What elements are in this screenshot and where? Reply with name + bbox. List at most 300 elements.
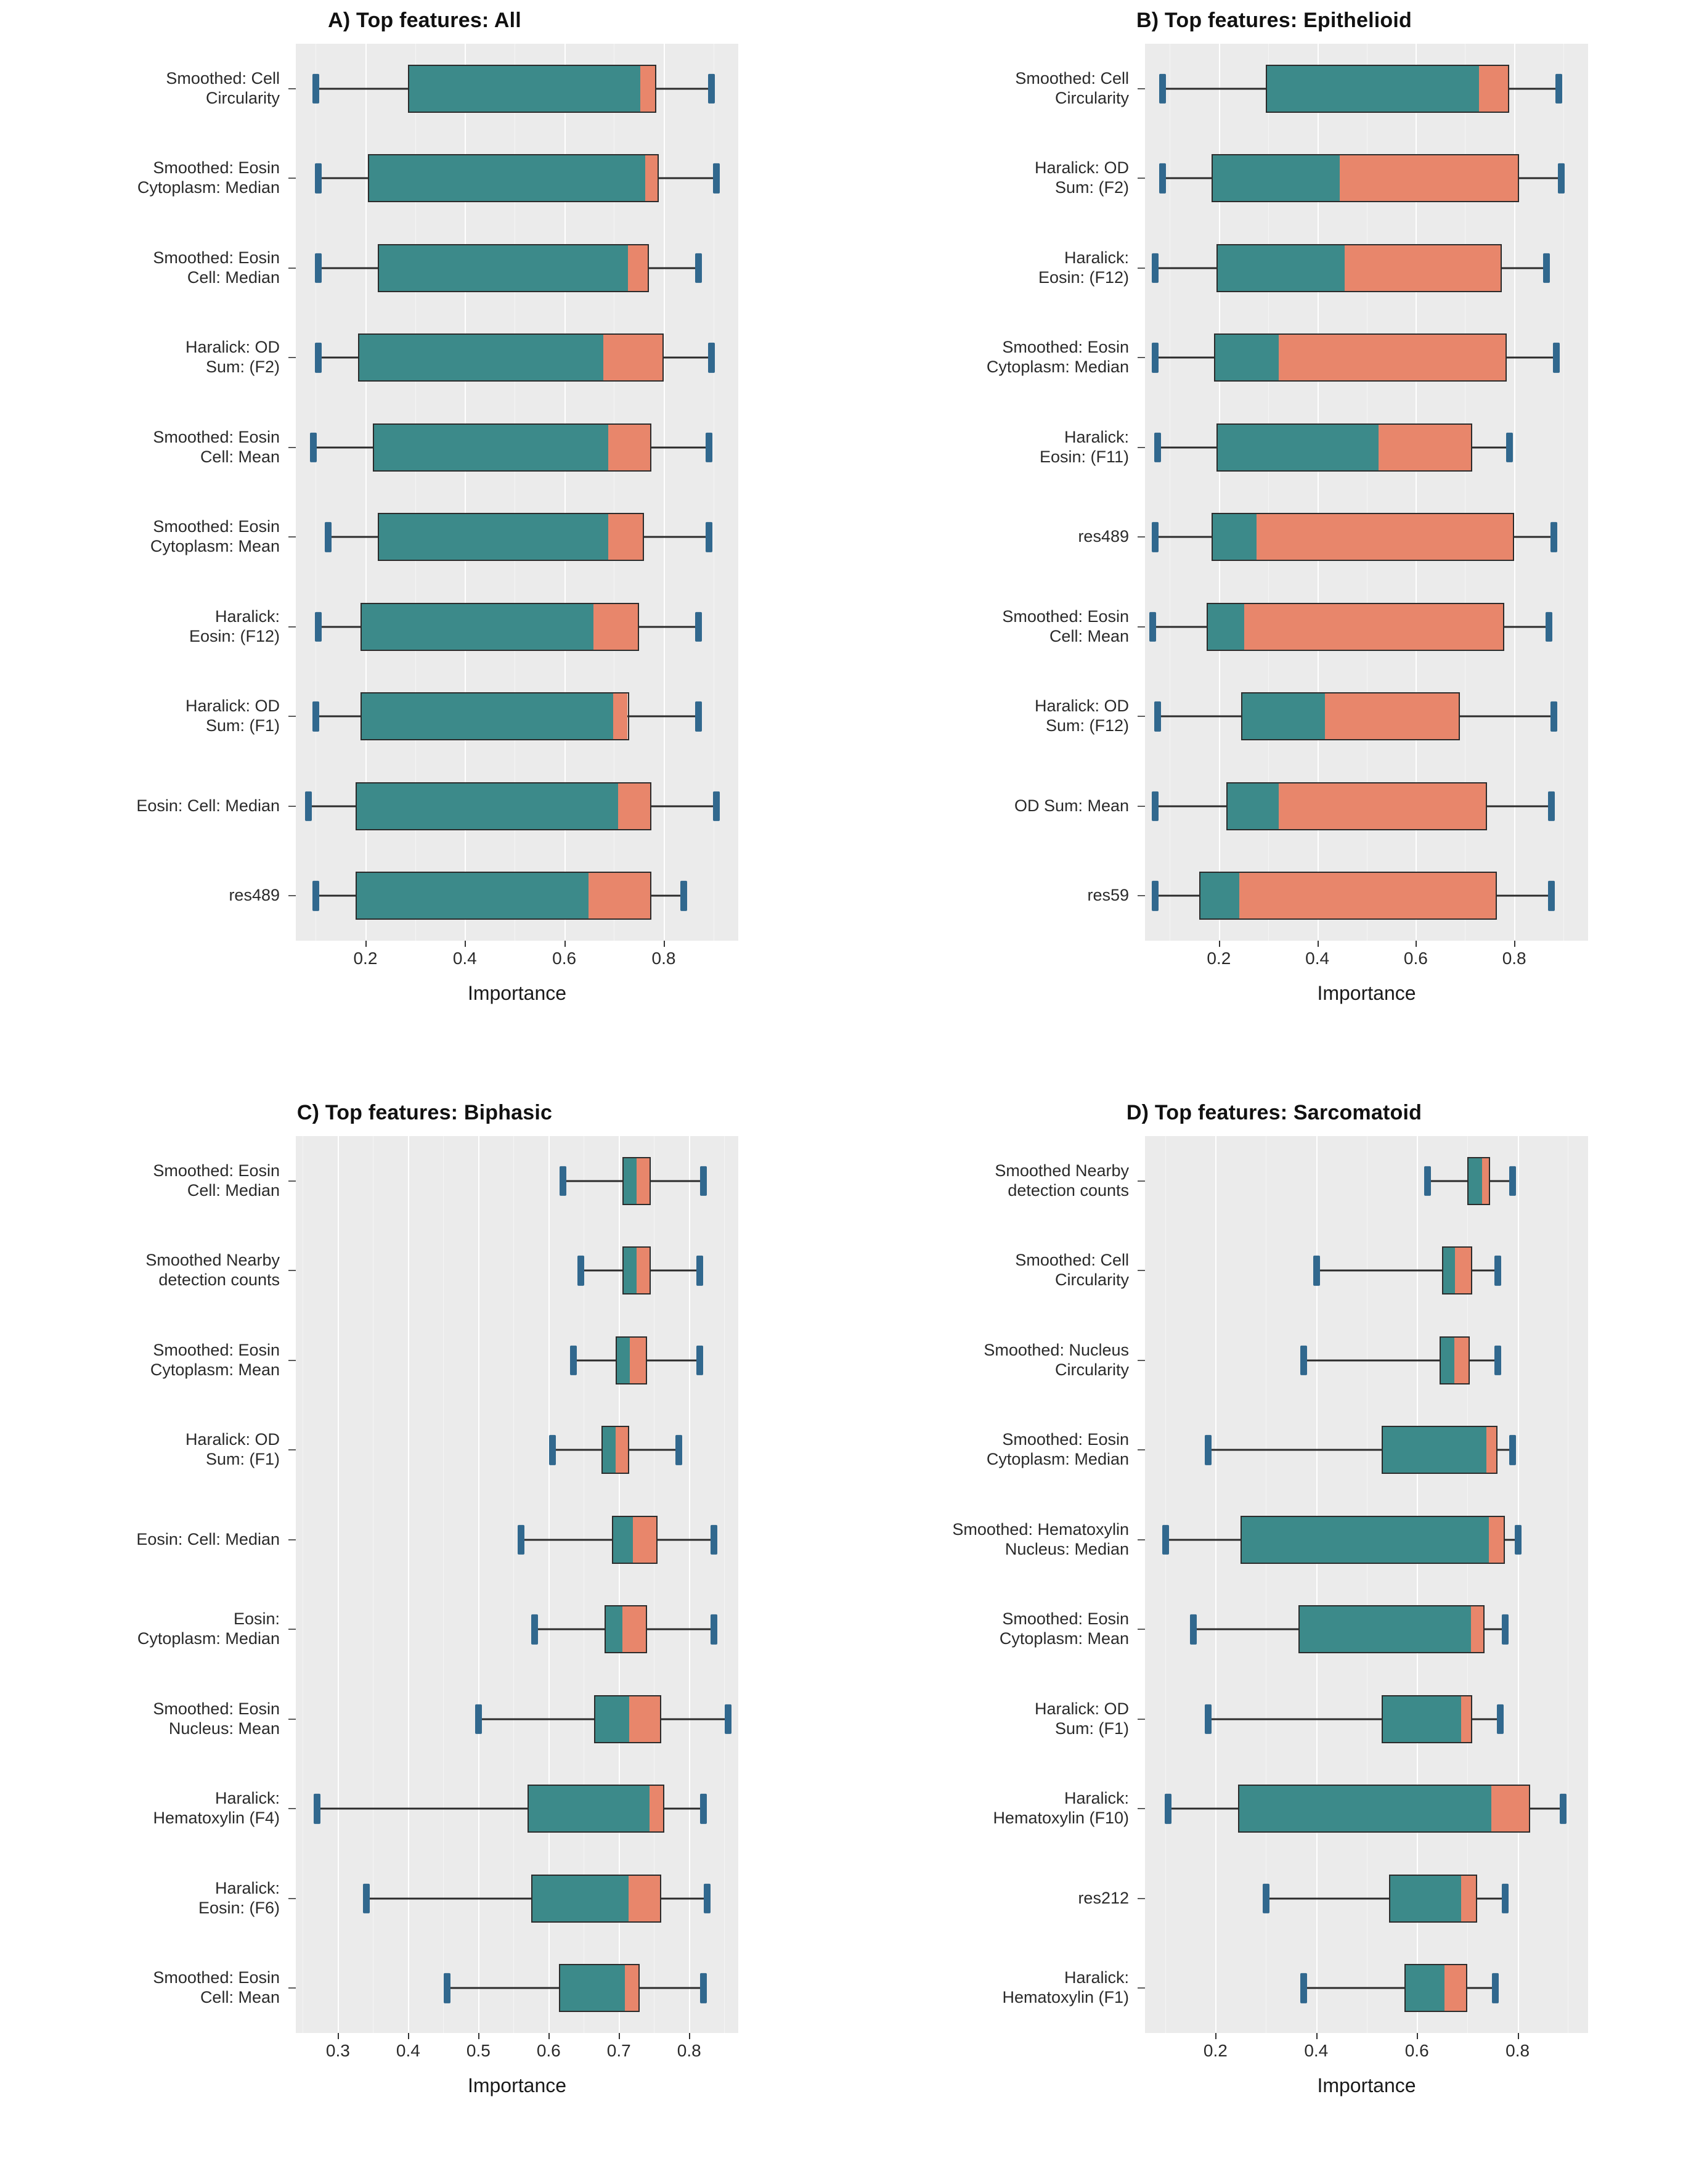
box (1467, 1157, 1490, 1205)
whisker-cap-high (1550, 701, 1557, 731)
panel-b-title: B) Top features: Epithelioid (1136, 9, 1412, 32)
boxplot-row (1145, 1136, 1588, 1226)
boxplot-row (1145, 223, 1588, 313)
whisker-cap-low (577, 1256, 584, 1285)
y-axis-category-label: Smoothed: Cell Circularity (166, 68, 280, 107)
panel-b-rows (1145, 44, 1588, 941)
y-axis-category-label: Smoothed: Eosin Cell: Median (153, 248, 280, 287)
box-segment-upper (1486, 1427, 1496, 1473)
panel-c-rows (296, 1136, 738, 2033)
boxplot-row (296, 1136, 738, 1226)
boxplot-row (1145, 1944, 1588, 2034)
y-tick-stub (288, 1539, 296, 1540)
panel-c-ylabels (0, 1130, 296, 2092)
box-segment-upper (1345, 245, 1501, 291)
box-segment-lower (606, 1606, 622, 1652)
whisker-cap-low (315, 163, 322, 193)
x-tick-label: 0.8 (1502, 949, 1526, 968)
box-segment-lower (357, 783, 618, 829)
whisker-cap-low (1154, 433, 1161, 462)
box-segment-upper (593, 604, 638, 650)
boxplot-row (1145, 493, 1588, 583)
y-tick-stub (1138, 1449, 1145, 1450)
panel-b-plot (849, 38, 1699, 1004)
boxplot-row (1145, 761, 1588, 851)
x-tickmark (1518, 2033, 1519, 2039)
x-tick-label: 0.2 (1207, 949, 1231, 968)
whisker-cap-high (696, 1256, 703, 1285)
y-tick-stub (1138, 1539, 1145, 1540)
y-axis-category-label: res59 (1087, 886, 1129, 905)
whisker-cap-low (363, 1884, 370, 1913)
y-axis-category-label: Eosin: Cell: Median (136, 796, 280, 815)
box (559, 1964, 640, 2012)
y-tick-stub (288, 1449, 296, 1450)
panel-b (849, 0, 1699, 1092)
box (1440, 1336, 1470, 1384)
panel-c-plot (0, 1130, 849, 2096)
x-tickmark (1417, 2033, 1418, 2039)
y-tick-stub (288, 1270, 296, 1271)
y-tick-stub (1138, 626, 1145, 628)
y-axis-category-label: Haralick: Eosin: (F11) (1039, 427, 1129, 466)
x-tick-label: 0.8 (1505, 2041, 1530, 2060)
whisker-cap-low (312, 74, 319, 104)
whisker-cap-low (1263, 1884, 1269, 1913)
y-axis-category-label: Haralick: Eosin: (F12) (189, 607, 280, 645)
boxplot-row (296, 1854, 738, 1944)
box (1226, 782, 1487, 830)
box-segment-lower (1218, 245, 1345, 291)
y-tick-stub (288, 806, 296, 807)
box-segment-lower (1215, 335, 1279, 380)
whisker-cap-low (312, 701, 319, 731)
box-segment-upper (589, 873, 650, 918)
box-segment-upper (616, 1427, 629, 1473)
box-segment-upper (1279, 783, 1486, 829)
box-segment-lower (1213, 155, 1340, 201)
box-segment-upper (622, 1606, 646, 1652)
x-tick-label: 0.5 (466, 2041, 491, 2060)
box (1241, 692, 1461, 740)
boxplot-row (1145, 44, 1588, 134)
box (1382, 1426, 1497, 1474)
x-tickmark (1514, 941, 1515, 947)
y-tick-stub (1138, 447, 1145, 448)
box-segment-upper (633, 1517, 656, 1563)
panel-d-plot-area (1145, 1136, 1588, 2033)
box-segment-lower (1300, 1606, 1471, 1652)
x-tickmark (465, 941, 466, 947)
panel-a-title: A) Top features: All (328, 9, 521, 32)
boxplot-row (1145, 851, 1588, 941)
whisker-cap-high (1502, 1884, 1509, 1913)
box (1212, 154, 1519, 202)
box-segment-upper (637, 1158, 650, 1204)
x-tickmark (408, 2033, 409, 2039)
box-segment-lower (1213, 514, 1257, 560)
y-tick-stub (1138, 1629, 1145, 1630)
boxplot-row (296, 1585, 738, 1675)
whisker-cap-high (1494, 1346, 1501, 1375)
box (622, 1157, 651, 1205)
box (1207, 603, 1504, 651)
box-segment-upper (1257, 514, 1513, 560)
boxplot-row (296, 1226, 738, 1316)
whisker-cap-low (1165, 1794, 1171, 1823)
x-tick-label: 0.3 (325, 2041, 350, 2060)
box (378, 244, 649, 292)
whisker-cap-high (1502, 1614, 1509, 1644)
y-tick-stub (1138, 895, 1145, 896)
x-tickmark (1416, 941, 1417, 947)
whisker-cap-low (549, 1435, 556, 1465)
y-axis-category-label: Smoothed: Eosin Cell: Mean (153, 1968, 280, 2007)
whisker-cap-high (700, 1166, 707, 1196)
whisker-cap-low (531, 1614, 538, 1644)
y-axis-category-label: Haralick: Eosin: (F12) (1038, 248, 1129, 287)
y-axis-category-label: Smoothed: Hematoxylin Nucleus: Median (952, 1519, 1129, 1558)
whisker-cap-low (444, 1973, 450, 2003)
box-segment-upper (630, 1338, 646, 1383)
whisker-cap-high (708, 74, 715, 104)
y-tick-stub (1138, 1808, 1145, 1809)
y-tick-stub (288, 88, 296, 89)
y-axis-category-label: Smoothed: Eosin Cell: Median (153, 1161, 280, 1200)
y-axis-category-label: Haralick: OD Sum: (F2) (185, 338, 280, 377)
panel-b-xaxis-title: Importance (1317, 982, 1416, 1004)
y-axis-category-label: Smoothed: Eosin Cytoplasm: Mean (150, 517, 280, 556)
y-tick-stub (1138, 1270, 1145, 1271)
box (616, 1336, 647, 1384)
y-tick-stub (288, 1180, 296, 1182)
box-segment-upper (1489, 1517, 1504, 1563)
boxplot-row (1145, 1674, 1588, 1764)
whisker-cap-high (1548, 881, 1555, 910)
box-segment-upper (637, 1248, 650, 1293)
whisker-cap-high (700, 1973, 707, 2003)
y-axis-category-label: Smoothed Nearby detection counts (145, 1251, 280, 1290)
whisker-cap-high (1548, 791, 1555, 821)
y-tick-stub (1138, 88, 1145, 89)
y-tick-stub (288, 716, 296, 717)
box (1404, 1964, 1467, 2012)
whisker-cap-low (1159, 74, 1166, 104)
whisker-cap-high (713, 791, 720, 821)
panel-a (0, 0, 849, 1092)
panel-a-rows (296, 44, 738, 941)
boxplot-row (296, 1495, 738, 1585)
y-axis-category-label: Smoothed: Eosin Cytoplasm: Mean (999, 1609, 1129, 1648)
whisker-cap-high (680, 881, 687, 910)
whisker-cap-low (475, 1704, 482, 1734)
box-segment-upper (1340, 155, 1518, 201)
box-segment-lower (357, 873, 589, 918)
y-tick-stub (288, 178, 296, 179)
y-tick-stub (1138, 357, 1145, 358)
whisker-cap-low (310, 433, 317, 462)
y-tick-stub (288, 447, 296, 448)
box-segment-lower (617, 1338, 630, 1383)
boxplot-row (296, 223, 738, 313)
box-segment-upper (640, 66, 655, 112)
box-segment-upper (1279, 335, 1505, 380)
boxplot-row (296, 761, 738, 851)
y-tick-stub (288, 1360, 296, 1361)
box-segment-upper (1471, 1606, 1483, 1652)
boxplot-row (1145, 582, 1588, 672)
boxplot-row (296, 44, 738, 134)
y-tick-stub (1138, 268, 1145, 269)
y-axis-category-label: Smoothed: Eosin Cell: Mean (153, 427, 280, 466)
panel-c (0, 1092, 849, 2184)
box (1382, 1695, 1472, 1743)
box (622, 1246, 651, 1294)
whisker-cap-low (325, 522, 332, 552)
box-segment-upper (1325, 693, 1459, 739)
box-segment-lower (1469, 1158, 1482, 1204)
x-tick-label: 0.8 (677, 2041, 701, 2060)
boxplot-row (296, 493, 738, 583)
box-segment-lower (532, 1876, 629, 1921)
y-axis-category-label: Smoothed: Eosin Cytoplasm: Median (137, 158, 280, 197)
y-tick-stub (288, 626, 296, 628)
box-segment-lower (560, 1965, 625, 2011)
y-tick-stub (288, 357, 296, 358)
x-tick-label: 0.6 (536, 2041, 561, 2060)
x-tickmark (338, 2033, 339, 2039)
whisker-cap-low (1205, 1435, 1212, 1465)
whisker-cap-high (1553, 343, 1560, 372)
panel-d-rows (1145, 1136, 1588, 2033)
y-axis-category-label: res489 (1078, 527, 1129, 546)
box-segment-upper (1454, 1338, 1469, 1383)
box-segment-upper (1482, 1158, 1489, 1204)
x-tick-label: 0.2 (353, 949, 378, 968)
whisker-cap-high (1515, 1525, 1522, 1555)
box (1212, 513, 1514, 561)
y-tick-stub (1138, 1180, 1145, 1182)
box-segment-lower (379, 245, 628, 291)
box-segment-lower (409, 66, 640, 112)
box-segment-lower (1218, 425, 1379, 470)
boxplot-row (1145, 134, 1588, 224)
whisker-cap-low (315, 343, 322, 372)
box-segment-lower (595, 1696, 629, 1742)
box (1199, 872, 1497, 920)
boxplot-row (1145, 1405, 1588, 1495)
y-axis-category-label: Haralick: OD Sum: (F1) (185, 1430, 280, 1469)
whisker-cap-high (1543, 253, 1550, 283)
whisker-cap-high (1506, 433, 1513, 462)
whisker-cap-low (315, 612, 322, 642)
box-segment-lower (1200, 873, 1239, 918)
x-tickmark (664, 941, 665, 947)
boxplot-row (1145, 403, 1588, 493)
box-segment-upper (608, 514, 643, 560)
y-tick-stub (288, 1898, 296, 1899)
boxplot-row (1145, 1585, 1588, 1675)
whisker-cap-high (1494, 1256, 1501, 1285)
whisker-cap-low (1152, 881, 1159, 910)
box-segment-upper (1444, 1965, 1466, 2011)
box (361, 603, 639, 651)
box (1214, 333, 1507, 382)
y-axis-category-label: Haralick: Hematoxylin (F4) (153, 1789, 280, 1828)
panel-d-ylabels (849, 1130, 1145, 2092)
box-segment-lower (379, 514, 608, 560)
whisker-cap-high (711, 1614, 717, 1644)
x-tickmark (478, 2033, 479, 2039)
whisker-cap-high (1497, 1704, 1504, 1734)
whisker-cap-high (1558, 163, 1565, 193)
box-segment-upper (608, 425, 650, 470)
whisker-cap-high (706, 433, 712, 462)
box-segment-upper (1479, 66, 1508, 112)
whisker-cap-low (1152, 791, 1159, 821)
box-segment-lower (1383, 1696, 1461, 1742)
box-segment-lower (1390, 1876, 1461, 1921)
box-segment-lower (1267, 66, 1479, 112)
box-segment-lower (613, 1517, 633, 1563)
panel-a-plot (0, 38, 849, 1004)
y-axis-category-label: Haralick: OD Sum: (F1) (185, 697, 280, 735)
x-tick-label: 0.4 (1305, 949, 1330, 968)
panel-a-ylabels (0, 38, 296, 999)
box-segment-upper (629, 1696, 659, 1742)
y-tick-stub (288, 1987, 296, 1989)
y-tick-stub (1138, 1898, 1145, 1899)
panel-c-plot-area (296, 1136, 738, 2033)
box-segment-lower (624, 1248, 637, 1293)
y-axis-category-label: Haralick: OD Sum: (F2) (1034, 158, 1129, 197)
boxplot-row (296, 1674, 738, 1764)
whisker-cap-high (695, 701, 702, 731)
panel-d-xaxis-title: Importance (1317, 2074, 1416, 2096)
boxplot-row (296, 1764, 738, 1854)
y-tick-stub (288, 536, 296, 538)
box-segment-lower (369, 155, 645, 201)
y-tick-stub (1138, 1719, 1145, 1720)
x-tickmark (619, 2033, 620, 2039)
panel-c-title: C) Top features: Biphasic (296, 1101, 553, 1124)
y-tick-stub (288, 1719, 296, 1720)
whisker-cap-low (305, 791, 312, 821)
box (378, 513, 644, 561)
box-segment-upper (625, 1965, 638, 2011)
y-axis-category-label: Smoothed: Eosin Cell: Mean (1002, 607, 1129, 645)
box (1266, 65, 1509, 113)
box (408, 65, 656, 113)
x-tickmark (365, 941, 367, 947)
whisker-cap-low (1159, 163, 1166, 193)
boxplot-row (1145, 313, 1588, 403)
box-segment-upper (1461, 1876, 1476, 1921)
y-axis-category-label: Smoothed: Cell Circularity (1015, 1251, 1129, 1290)
y-axis-category-label: Smoothed: Eosin Nucleus: Mean (153, 1699, 280, 1738)
box-segment-lower (362, 693, 613, 739)
box-segment-upper (1455, 1248, 1471, 1293)
panel-b-ylabels (849, 38, 1145, 999)
box (1389, 1875, 1477, 1923)
whisker-cap-low (1205, 1704, 1212, 1734)
boxplot-row (1145, 672, 1588, 762)
box (1238, 1785, 1530, 1833)
y-tick-stub (288, 1808, 296, 1809)
whisker-cap-low (312, 881, 319, 910)
box-segment-lower (1242, 693, 1325, 739)
box-segment-upper (603, 335, 662, 380)
y-axis-category-label: res489 (229, 886, 280, 905)
whisker-cap-high (1509, 1435, 1516, 1465)
x-tickmark (689, 2033, 690, 2039)
boxplot-row (1145, 1854, 1588, 1944)
y-axis-category-label: Smoothed: Eosin Cytoplasm: Median (986, 1430, 1129, 1469)
whisker-cap-high (1509, 1166, 1516, 1196)
y-axis-category-label: Haralick: OD Sum: (F1) (1034, 1699, 1129, 1738)
whisker-cap-high (1546, 612, 1552, 642)
whisker-cap-high (1492, 1973, 1499, 2003)
y-axis-category-label: Smoothed: Eosin Cytoplasm: Median (986, 338, 1129, 377)
box-segment-lower (1242, 1517, 1489, 1563)
whisker-cap-high (700, 1794, 707, 1823)
whisker-cap-low (1300, 1973, 1307, 2003)
box (356, 872, 651, 920)
whisker-cap-low (314, 1794, 320, 1823)
box (531, 1875, 661, 1923)
x-tick-label: 0.8 (651, 949, 676, 968)
whisker-cap-low (1424, 1166, 1431, 1196)
x-tick-label: 0.6 (1404, 2041, 1429, 2060)
box-segment-upper (1491, 1786, 1529, 1831)
box (1216, 244, 1502, 292)
y-axis-category-label: Eosin: Cell: Median (136, 1529, 280, 1548)
box-segment-upper (613, 693, 628, 739)
y-tick-stub (1138, 716, 1145, 717)
box (373, 423, 651, 472)
box-segment-upper (645, 155, 658, 201)
whisker-cap-low (560, 1166, 566, 1196)
box-segment-upper (629, 1876, 659, 1921)
box (612, 1516, 658, 1564)
box-segment-lower (1208, 604, 1244, 650)
whisker-cap-high (704, 1884, 711, 1913)
whisker-cap-low (1154, 701, 1161, 731)
x-tick-label: 0.6 (1403, 949, 1428, 968)
y-axis-category-label: Smoothed: Nucleus Circularity (984, 1340, 1129, 1379)
y-tick-stub (288, 1629, 296, 1630)
box-segment-upper (1239, 873, 1496, 918)
panel-a-xaxis-title: Importance (467, 982, 567, 1004)
x-tickmark (1318, 941, 1319, 947)
box-segment-upper (650, 1786, 663, 1831)
whisker-cap-high (706, 522, 712, 552)
y-axis-category-label: Haralick: Hematoxylin (F10) (993, 1789, 1129, 1828)
box-segment-lower (529, 1786, 650, 1831)
whisker-cap-low (1152, 253, 1159, 283)
whisker-cap-high (1560, 1794, 1567, 1823)
box-segment-lower (1228, 783, 1279, 829)
box (605, 1605, 646, 1653)
whisker-cap-high (696, 1346, 703, 1375)
whisker-cap-high (1550, 522, 1557, 552)
boxplot-row (296, 134, 738, 224)
x-tickmark (548, 2033, 550, 2039)
box-segment-lower (1443, 1248, 1455, 1293)
whisker-cap-low (570, 1346, 577, 1375)
y-axis-category-label: Smoothed: Eosin Cytoplasm: Mean (150, 1340, 280, 1379)
box (528, 1785, 664, 1833)
